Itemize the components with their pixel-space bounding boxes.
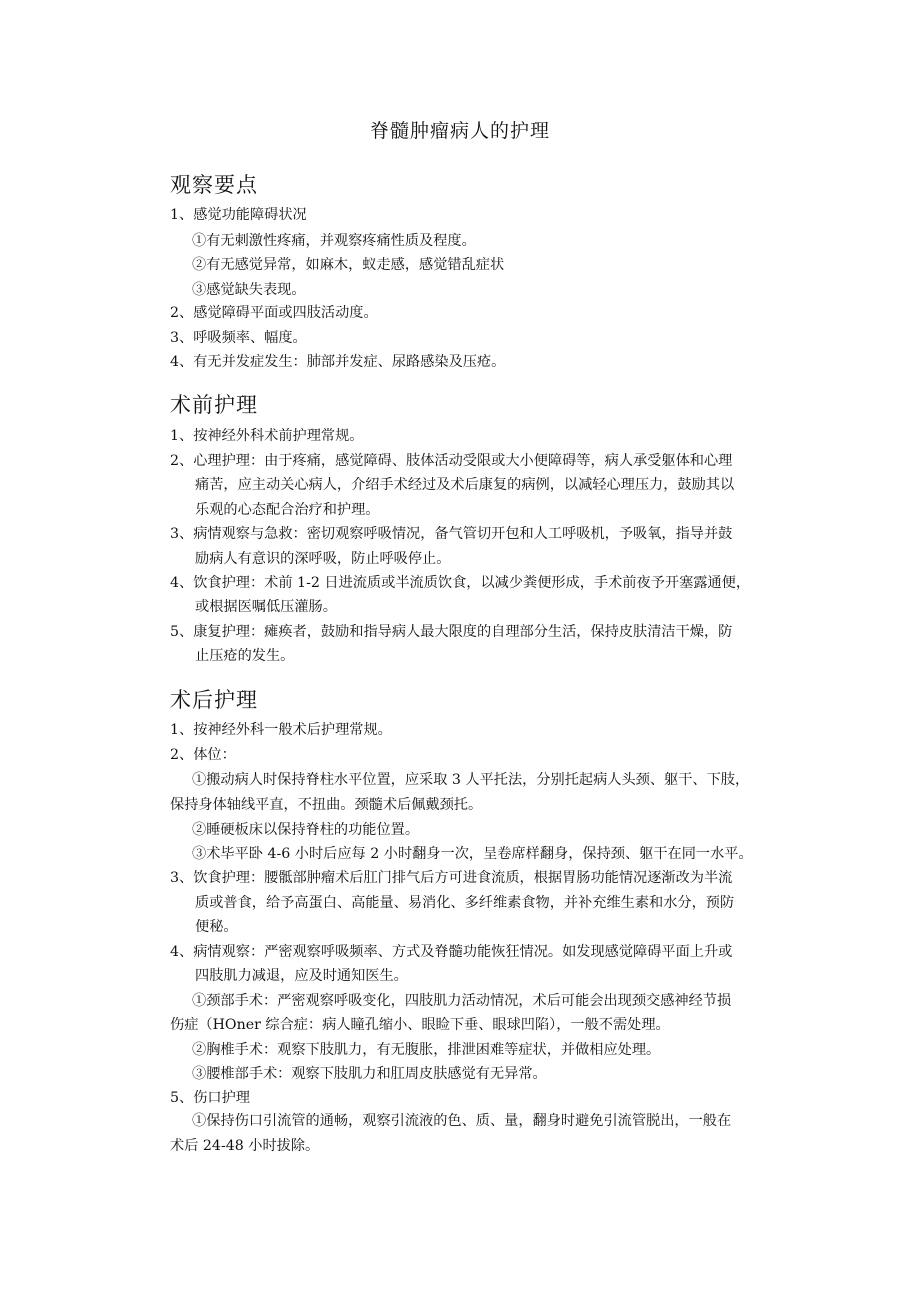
text-line: 伤症（HOner 综合症：病人瞳孔缩小、眼睑下垂、眼球凹陷），一般不需处理。 <box>170 1017 670 1033</box>
text-line: 便秘。 <box>195 919 238 935</box>
text-line: 1、按神经外科术前护理常规。 <box>170 428 364 444</box>
section-heading-observe: 观察要点 <box>170 173 258 197</box>
text-line: 或根据医嘱低压灌肠。 <box>195 599 337 615</box>
text-line: 3、病情观察与急救：密切观察呼吸情况，备气管切开包和人工呼吸机，予吸氧，指导并鼓 <box>170 526 733 542</box>
text-line: 保持身体轴线平直，不扭曲。颈髓术后佩戴颈托。 <box>170 797 483 813</box>
text-line: 2、心理护理：由于疼痛，感觉障碍、肢体活动受限或大小便障碍等，病人承受躯体和心理 <box>170 453 733 469</box>
text-line: 痛苦，应主动关心病人，介绍手术经过及术后康复的病例，以减轻心理压力，鼓励其以 <box>195 477 735 493</box>
text-line: 3、饮食护理：腰骶部肿瘤术后肛门排气后方可进食流质，根据胃肠功能情况逐渐改为半流 <box>170 870 733 886</box>
text-line: ①颈部手术：严密观察呼吸变化，四肢肌力活动情况，术后可能会出现颈交感神经节损 <box>192 993 732 1009</box>
text-line: 3、呼吸频率、幅度。 <box>170 330 307 346</box>
text-line: 4、病情观察：严密观察呼吸频率、方式及脊髓功能恢狂情况。如发现感觉障碍平面上升或 <box>170 944 733 960</box>
text-line: ①保持伤口引流管的通畅，观察引流液的色、质、量，翻身时避免引流管脱出，一般在 <box>192 1113 732 1129</box>
text-line: ②有无感觉异常，如麻木，蚁走感，感觉错乱症状 <box>192 257 505 273</box>
text-line: 5、伤口护理 <box>170 1090 250 1106</box>
text-line: 术后 24-48 小时拔除。 <box>170 1138 320 1154</box>
text-line: ①搬动病人时保持脊柱水平位置，应采取 3 人平托法，分别托起病人头颈、躯干、下肢， <box>192 772 750 788</box>
text-line: ②胸椎手术：观察下肢肌力，有无腹胀，排泄困难等症状，并做相应处理。 <box>192 1042 661 1058</box>
text-line: 5、康复护理：瘫痪者，鼓励和指导病人最大限度的自理部分生活，保持皮肤清洁干燥，防 <box>170 624 733 640</box>
text-line: 乐观的心态配合治疗和护理。 <box>195 502 380 518</box>
text-line: 1、按神经外科一般术后护理常规。 <box>170 722 392 738</box>
text-line: 2、感觉障碍平面或四肢活动度。 <box>170 305 378 321</box>
text-line: ②睡硬板床以保持脊柱的功能位置。 <box>192 822 420 838</box>
section-heading-preop: 术前护理 <box>170 393 258 417</box>
text-line: 4、饮食护理：术前 1-2 日进流质或半流质饮食，以减少粪便形成，手术前夜予开塞露通便， <box>170 575 751 591</box>
text-line: 励病人有意识的深呼吸，防止呼吸停止。 <box>195 551 451 567</box>
section-heading-postop: 术后护理 <box>170 688 258 712</box>
page-title: 脊髓肿瘤病人的护理 <box>369 120 550 142</box>
text-line: ③感觉缺失表现。 <box>192 282 306 298</box>
text-line: ③术毕平卧 4-6 小时后应每 2 小时翻身一次，呈卷席样翻身，保持颈、躯干在同一水平。 <box>192 846 753 862</box>
text-line: 4、有无并发症发生：肺部并发症、尿路感染及压疮。 <box>170 354 506 370</box>
text-line: ③腰椎部手术：观察下肢肌力和肛周皮肤感觉有无异常。 <box>192 1066 547 1082</box>
text-line: 质或普食，给予高蛋白、高能量、易消化、多纤维素食物，并补充维生素和水分，预防 <box>195 895 735 911</box>
text-line: ①有无刺激性疼痛，并观察疼痛性质及程度。 <box>192 233 476 249</box>
text-line: 止压疮的发生。 <box>195 648 295 664</box>
text-line: 1、感觉功能障碍状况 <box>170 207 307 223</box>
text-line: 四肢肌力减退，应及时通知医生。 <box>195 968 408 984</box>
text-line: 2、体位： <box>170 747 236 763</box>
